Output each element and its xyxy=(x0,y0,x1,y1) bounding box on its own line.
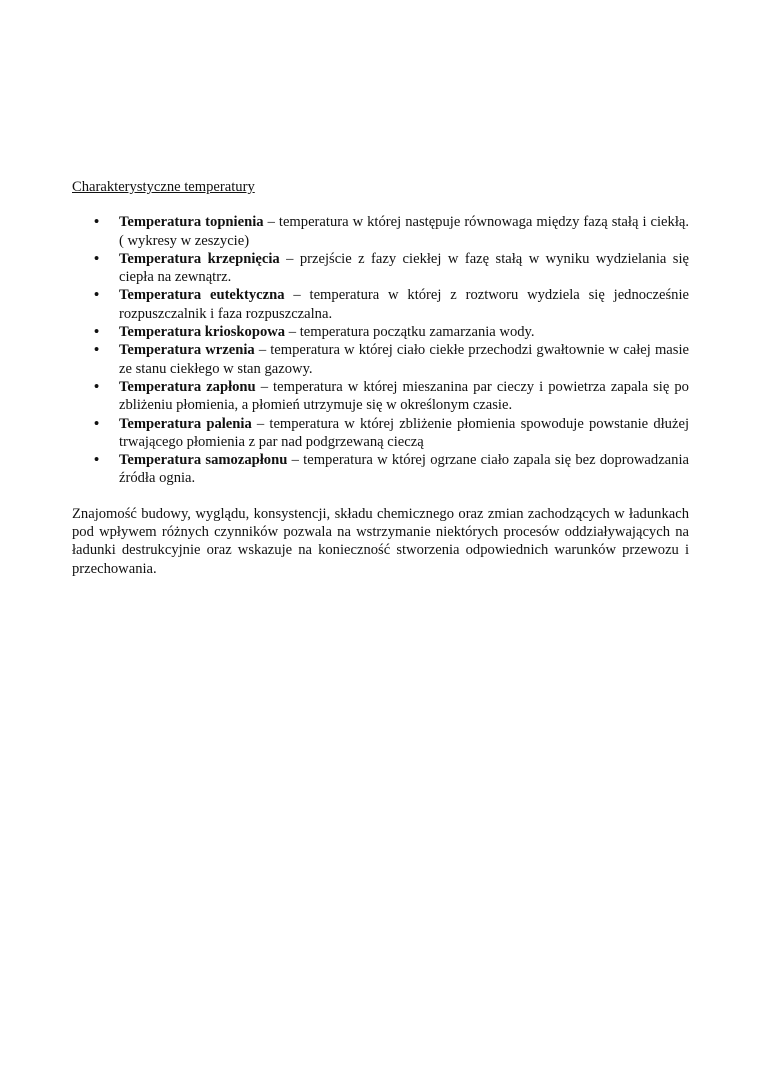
bullet-icon: • xyxy=(94,324,100,341)
term: Temperatura krzepnięcia xyxy=(119,250,280,267)
definition: – temperatura w której następuje równowaga między fazą stałą i ciekłą. ( wykresy w zeszycie) xyxy=(119,214,690,249)
list-item xyxy=(72,451,689,488)
list-item xyxy=(72,378,689,415)
bullet-icon: • xyxy=(94,378,100,395)
definition: – temperatura w której ciało ciekłe przechodzi gwałtownie w całej masie ze stanu ciekłego w stan gazowy. xyxy=(119,342,690,377)
list-item xyxy=(72,250,689,287)
bullet-icon: • xyxy=(94,452,100,469)
list-item xyxy=(72,286,689,323)
term: Temperatura topnienia xyxy=(119,214,264,231)
definition: – temperatura w której zbliżenie płomienia spowoduje powstanie dłużej trwającego płomienia z par nad podgrzewaną cieczą xyxy=(119,415,689,450)
bullet-icon: • xyxy=(94,214,100,231)
term: Temperatura palenia xyxy=(119,415,252,432)
list-item xyxy=(72,213,689,250)
bullet-icon: • xyxy=(94,287,100,304)
definition: – temperatura w której z roztworu wydziela się jednocześnie rozpuszczalnik i faza rozpuszczalna. xyxy=(119,287,689,322)
bullet-icon: • xyxy=(94,250,100,267)
definition: – temperatura początku zamarzania wody. xyxy=(285,324,535,341)
definition: – przejście z fazy ciekłej w fazę stałą w wyniku wydzielania się ciepła na zewnątrz. xyxy=(119,250,690,286)
term: Temperatura zapłonu xyxy=(119,378,256,395)
bullet-icon: • xyxy=(94,342,100,359)
term: Temperatura samozapłonu xyxy=(119,452,288,469)
term: Temperatura wrzenia xyxy=(119,342,255,359)
bullet-icon: • xyxy=(94,415,100,432)
definition: – temperatura w której ogrzane ciało zapala się bez doprowadzania źródła ognia. xyxy=(119,452,689,487)
list-item xyxy=(72,415,689,452)
term: Temperatura krioskopowa xyxy=(119,324,286,341)
definition: – temperatura w której mieszanina par cieczy i powietrza zapala się po zbliżeniu płomienia, a płomień utrzymuje się w określonym czasie. xyxy=(119,378,689,414)
temperature-list xyxy=(72,213,689,487)
document-page xyxy=(72,178,689,578)
summary-paragraph: Znajomość budowy, wyglądu, konsystencji, składu chemicznego oraz zmian zachodzących w ładunkach pod wpływem różnych czynników pozwala na wstrzymanie niektórych procesów oddziaływających na ładunki destrukcyjnie oraz wskazuje na konieczność stworzenia odpowiednich warunków przewozu i przechowania. xyxy=(72,505,689,577)
list-item xyxy=(72,341,689,378)
list-item xyxy=(72,323,689,341)
section-heading: Charakterystyczne temperatury xyxy=(72,179,255,195)
term: Temperatura eutektyczna xyxy=(119,287,285,304)
